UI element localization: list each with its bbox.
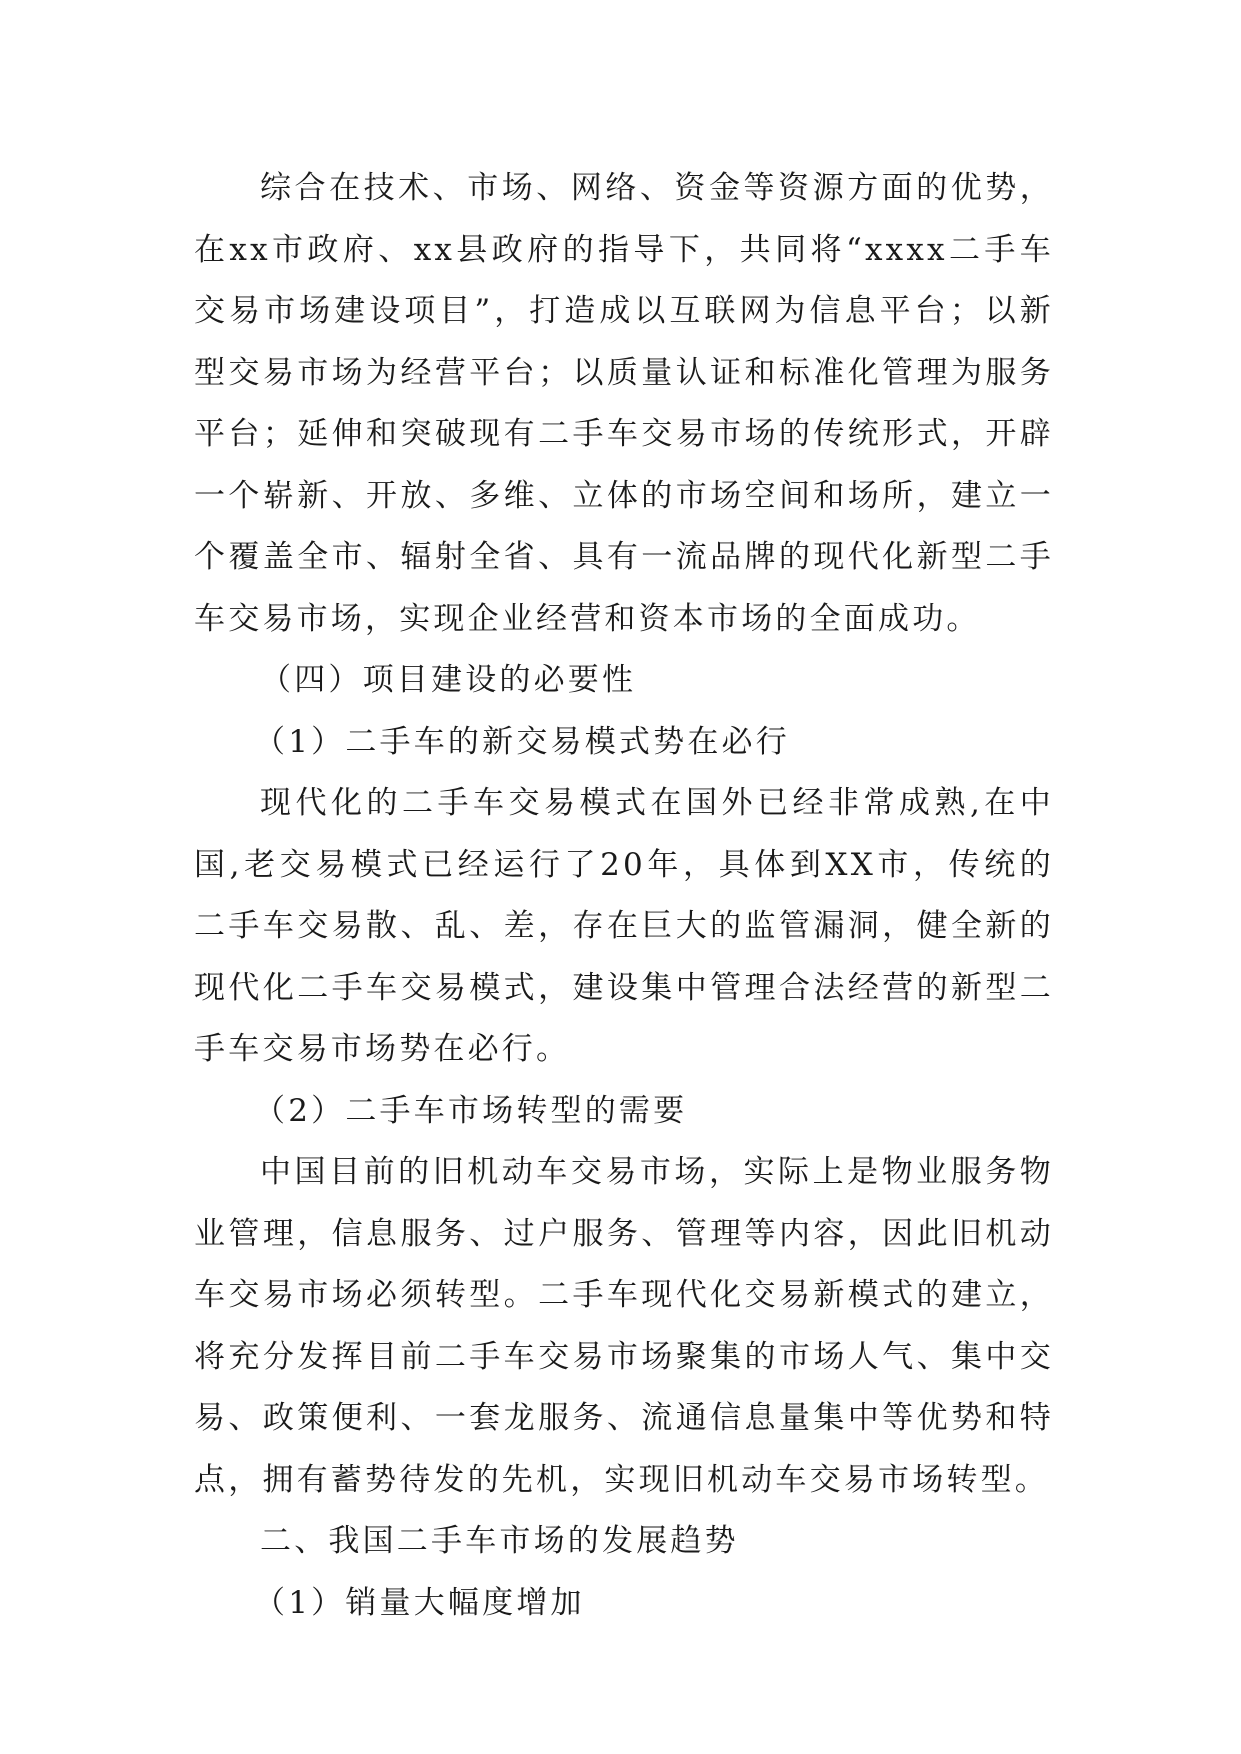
document-body [194, 158, 1054, 1634]
subheading-new-trading-mode: （1）二手车的新交易模式势在必行 [254, 723, 790, 760]
section-heading-development-trend: 二、我国二手车市场的发展趋势 [260, 1523, 739, 1559]
subheading-market-transformation: （2）二手车市场转型的需要 [254, 1092, 688, 1129]
paragraph-project-vision: 综合在技术、市场、网络、资金等资源方面的优势，在xx市政府、xx县政府的指导下，共同将“xxxx二手车交易市场建设项目”，打造成以互联网为信息平台；以新型交易市场为经营平台；以质量认证和标准化管理为服务平台；延伸和突破现有二手车交易市场的传统形式，开辟一个崭新、开放、多维、立体的市场空间和场所，建立一个覆盖全市、辐射全省、具有一流品牌的现代化新型二手车交易市场，实现企业经营和资本市场的全面成功。 [194, 170, 1054, 637]
section-heading-necessity: （四）项目建设的必要性 [260, 662, 637, 698]
paragraph-market-transformation: 中国目前的旧机动车交易市场，实际上是物业服务物业管理，信息服务、过户服务、管理等内容，因此旧机动车交易市场必须转型。二手车现代化交易新模式的建立，将充分发挥目前二手车交易市场聚集的市场人气、集中交易、政策便利、一套龙服务、流通信息量集中等优势和特点，拥有蓄势待发的先机，实现旧机动车交易市场转型。 [194, 1154, 1054, 1498]
paragraph-modern-trading-mode: 现代化的二手车交易模式在国外已经非常成熟,在中国,老交易模式已经运行了20年，具体到XX市，传统的二手车交易散、乱、差，存在巨大的监管漏洞，健全新的现代化二手车交易模式，建设集中管理合法经营的新型二手车交易市场势在必行。 [194, 785, 1054, 1067]
subheading-sales-increase: （1）销量大幅度增加 [254, 1584, 585, 1621]
